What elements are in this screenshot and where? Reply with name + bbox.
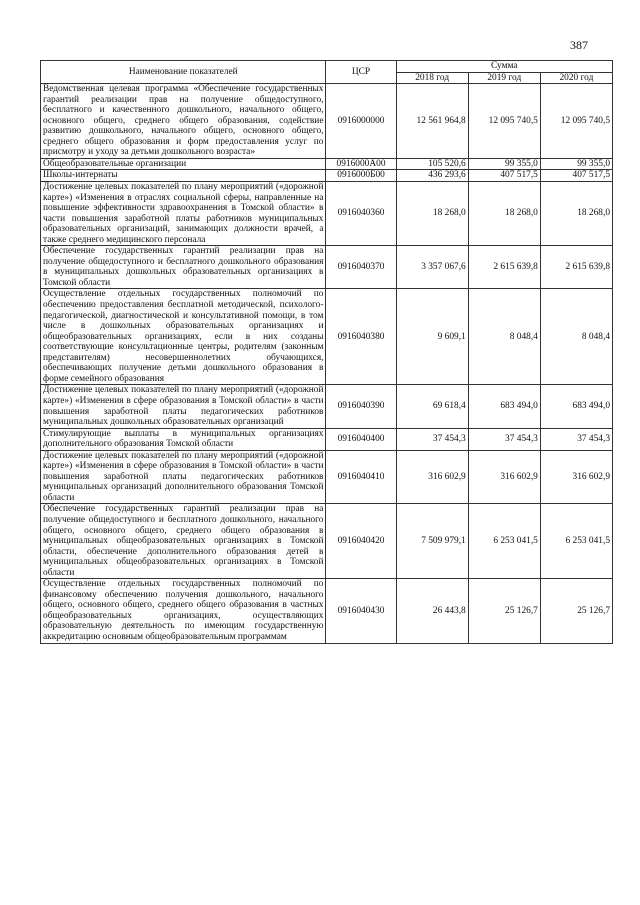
row-value-2020: 18 268,0 <box>540 182 612 246</box>
row-name: Осуществление отдельных государственных полномочий по финансовому обеспечению получения дошкольного, начального общего, основного общего, среднего общего образования в частных общеобразовательных организациях, осуществляющих образовательную деятельность по имеющим государственную аккредитацию основным общеобразовательным программам <box>41 579 326 643</box>
row-value-2020: 6 253 041,5 <box>540 504 612 579</box>
row-value-2018: 37 454,3 <box>396 428 468 450</box>
row-value-2018: 26 443,8 <box>396 579 468 643</box>
header-year-2020: 2020 год <box>540 72 612 84</box>
row-csr: 0916040360 <box>326 182 396 246</box>
table-header <box>41 61 613 84</box>
table-row <box>41 579 613 643</box>
row-value-2020: 99 355,0 <box>540 158 612 170</box>
table-row <box>41 504 613 579</box>
row-value-2018: 105 520,6 <box>396 158 468 170</box>
row-value-2019: 37 454,3 <box>468 428 540 450</box>
row-value-2020: 25 126,7 <box>540 579 612 643</box>
row-value-2019: 25 126,7 <box>468 579 540 643</box>
table-row <box>41 385 613 428</box>
row-csr: 0916040420 <box>326 504 396 579</box>
row-value-2018: 7 509 979,1 <box>396 504 468 579</box>
row-value-2018: 69 618,4 <box>396 385 468 428</box>
row-name: Достижение целевых показателей по плану мероприятий («дорожной карте») «Изменения в отраслях социальной сферы, направленные на повышение эффективности здравоохранения в Томской области» в части повышения заработной платы работников муниципальных образовательных организаций, занимающих должности врачей, а также среднего медицинского персонала <box>41 182 326 246</box>
row-value-2019: 12 095 740,5 <box>468 84 540 159</box>
row-value-2020: 316 602,9 <box>540 450 612 504</box>
row-csr: 0916040380 <box>326 289 396 385</box>
row-value-2019: 683 494,0 <box>468 385 540 428</box>
table-row <box>41 246 613 289</box>
row-name: Обеспечение государственных гарантий реализации прав на получение общедоступного и бесплатного дошкольного, начального общего, основного общего, среднего общего образования в муниципальных общеобразовательных организациях в Томской области, обеспечение дополнительного образования детей в муниципальных общеобразовательных организациях в Томской области <box>41 504 326 579</box>
row-name: Общеобразовательные организации <box>41 158 326 170</box>
row-csr: 0916040410 <box>326 450 396 504</box>
row-value-2019: 99 355,0 <box>468 158 540 170</box>
row-value-2019: 6 253 041,5 <box>468 504 540 579</box>
table-row <box>41 84 613 159</box>
budget-table <box>40 60 613 644</box>
row-name: Осуществление отдельных государственных полномочий по обеспечению предоставления бесплатной методической, психолого-педагогической, диагностической и консультативной помощи, в том числе в дошкольных образовательных организациях и общеобразовательных организациях, если в них созданы соответствующие консультационные центры, родителям (законным представителям) несовершеннолетних обучающихся, обеспечивающих получение детьми дошкольного образования в форме семейного образования <box>41 289 326 385</box>
table-row <box>41 182 613 246</box>
table-row <box>41 170 613 182</box>
row-value-2019: 2 615 639,8 <box>468 246 540 289</box>
row-name: Школы-интернаты <box>41 170 326 182</box>
row-value-2020: 407 517,5 <box>540 170 612 182</box>
row-name: Ведомственная целевая программа «Обеспечение государственных гарантий реализации прав на получение общедоступного, бесплатного и качественного дошкольного, начального общего, основного общего, среднего общего образования, содействие развитию дошкольного, начального общего, основного общего, среднего общего образования и форм предоставления услуг по присмотру и уходу за детьми дошкольного возраста» <box>41 84 326 159</box>
row-value-2019: 316 602,9 <box>468 450 540 504</box>
header-csr: ЦСР <box>326 61 396 84</box>
table-body <box>41 84 613 643</box>
table-row <box>41 289 613 385</box>
row-csr: 0916040370 <box>326 246 396 289</box>
row-name: Достижение целевых показателей по плану мероприятий («дорожной карте») «Изменения в сфере образования в Томской области» в части повышения заработной платы педагогических работников муниципальных дошкольных образовательных организаций <box>41 385 326 428</box>
row-value-2019: 8 048,4 <box>468 289 540 385</box>
row-name: Обеспечение государственных гарантий реализации прав на получение общедоступного и бесплатного дошкольного образования в муниципальных дошкольных образовательных организациях в Томской области <box>41 246 326 289</box>
row-csr: 0916040390 <box>326 385 396 428</box>
row-csr: 0916000Б00 <box>326 170 396 182</box>
row-csr: 0916000000 <box>326 84 396 159</box>
header-sum: Сумма <box>396 61 612 73</box>
table-row <box>41 428 613 450</box>
row-value-2019: 407 517,5 <box>468 170 540 182</box>
row-value-2020: 683 494,0 <box>540 385 612 428</box>
row-csr: 0916040400 <box>326 428 396 450</box>
row-value-2018: 3 357 067,6 <box>396 246 468 289</box>
header-year-2019: 2019 год <box>468 72 540 84</box>
row-value-2020: 12 095 740,5 <box>540 84 612 159</box>
row-value-2020: 8 048,4 <box>540 289 612 385</box>
row-value-2018: 316 602,9 <box>396 450 468 504</box>
row-value-2019: 18 268,0 <box>468 182 540 246</box>
row-name: Достижение целевых показателей по плану мероприятий («дорожной карте») «Изменения в сфере образования в Томской области» в части повышения заработной платы педагогических работников муниципальных организаций дополнительного образования Томской области <box>41 450 326 504</box>
row-csr: 0916040430 <box>326 579 396 643</box>
header-name: Наименование показателей <box>41 61 326 84</box>
page-number: 387 <box>570 38 588 52</box>
row-csr: 0916000А00 <box>326 158 396 170</box>
row-value-2018: 18 268,0 <box>396 182 468 246</box>
row-value-2018: 9 609,1 <box>396 289 468 385</box>
table-row <box>41 450 613 504</box>
row-value-2018: 436 293,6 <box>396 170 468 182</box>
row-value-2020: 37 454,3 <box>540 428 612 450</box>
row-value-2020: 2 615 639,8 <box>540 246 612 289</box>
table-row <box>41 158 613 170</box>
row-name: Стимулирующие выплаты в муниципальных организациях дополнительного образования Томской области <box>41 428 326 450</box>
header-year-2018: 2018 год <box>396 72 468 84</box>
row-value-2018: 12 561 964,8 <box>396 84 468 159</box>
